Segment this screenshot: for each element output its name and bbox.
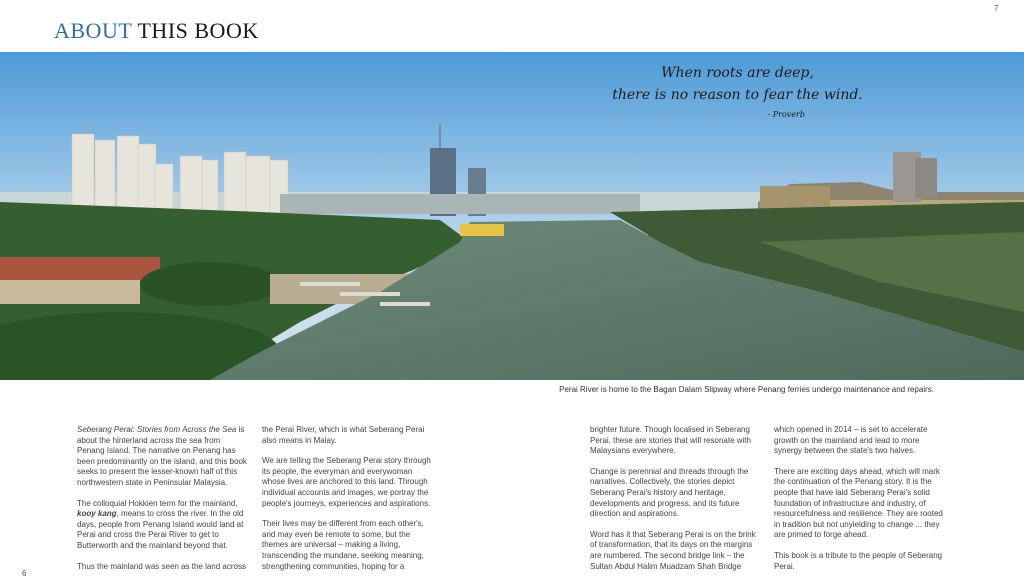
col3-paragraph-3: Word has it that Seberang Perai is on the brink of transformation, that its days on the margins are numbered. The second bridge link – the Sultan Abdul Halim Muadzam Shah Bridge bbox=[590, 529, 756, 571]
col1-paragraph-1: is about the hinterland across the sea from Penang Island. The narrative on Penang has been predominantly on the island, and this book seeks to present the lesser-known half of this northwestern state in Peninsular Malaysia. bbox=[77, 425, 247, 487]
text-column-2 bbox=[262, 425, 432, 572]
col4-paragraph-1: which opened in 2014 – is set to accelerate growth on the mainland and lead to more synergy between the state's two halves. bbox=[774, 425, 928, 456]
page-number-left: 6 bbox=[22, 569, 27, 578]
col1-paragraph-2-start: The colloquial Hokkien term for the mainland, bbox=[77, 498, 238, 508]
quote-attribution: - Proverb bbox=[767, 110, 805, 119]
col3-paragraph-1: brighter future. Though localised in Seberang Perai, these are stories that will resonate with Malaysians everywhere. bbox=[590, 425, 751, 456]
col4-paragraph-3: This book is a tribute to the people of Seberang Perai. bbox=[774, 550, 943, 571]
col2-paragraph-2: We are telling the Seberang Perai story through its people, the everyman and everywoman whose lives are anchored to this land. Through individual accounts and images, we portray the people's journeys, experiences and aspirations. bbox=[262, 456, 431, 508]
text-column-1 bbox=[77, 425, 247, 572]
col3-paragraph-2: Change is perennial and threads through the narratives. Collectively, the stories depict Seberang Perai's history and heritage, developments and progress, and its future direction and aspirations. bbox=[590, 466, 749, 519]
col4-paragraph-2: There are exciting days ahead, which will mark the continuation of the Penang story. It is the people that have laid Seberang Perai's solid foundation of infrastructure and industry, of resourcefulness and resilience. They are rooted in tradition but not unyielding to change ... they are primed to forge ahead. bbox=[774, 466, 943, 540]
text-column-3 bbox=[590, 425, 760, 572]
quote-line-2: there is no reason to fear the wind. bbox=[612, 87, 863, 103]
book-title-italic: Seberang Perai: Stories from Across the Sea bbox=[77, 425, 237, 434]
col1-paragraph-2-rest: , means to cross the river. In the old days, people from Penang Island would land at Perai and cross the Perai River to get to Butterworth and the mainland beyond that. bbox=[77, 509, 244, 550]
page-title bbox=[54, 18, 259, 44]
page-title-accent: ABOUT bbox=[54, 18, 132, 43]
photo-caption: Perai River is home to the Bagan Dalam Slipway where Penang ferries undergo maintenance and repairs. bbox=[559, 385, 934, 394]
proverb-quote bbox=[600, 62, 875, 122]
quote-line-1: When roots are deep, bbox=[661, 65, 814, 81]
text-column-4 bbox=[774, 425, 944, 572]
hokkien-term: kooy kang bbox=[77, 509, 117, 519]
col2-paragraph-1: the Perai River, which is what Seberang Perai also means in Malay. bbox=[262, 425, 425, 445]
page-title-rest: THIS BOOK bbox=[131, 18, 259, 43]
col2-paragraph-3: Their lives may be different from each other's, and may even be remote to some, but the themes are universal – making a living, transcending the mundane, seeking meaning, strengthening communities, hoping for a bbox=[262, 519, 424, 571]
page-number-right: 7 bbox=[994, 4, 999, 13]
col1-paragraph-3: Thus the mainland was seen as the land across bbox=[77, 561, 246, 571]
